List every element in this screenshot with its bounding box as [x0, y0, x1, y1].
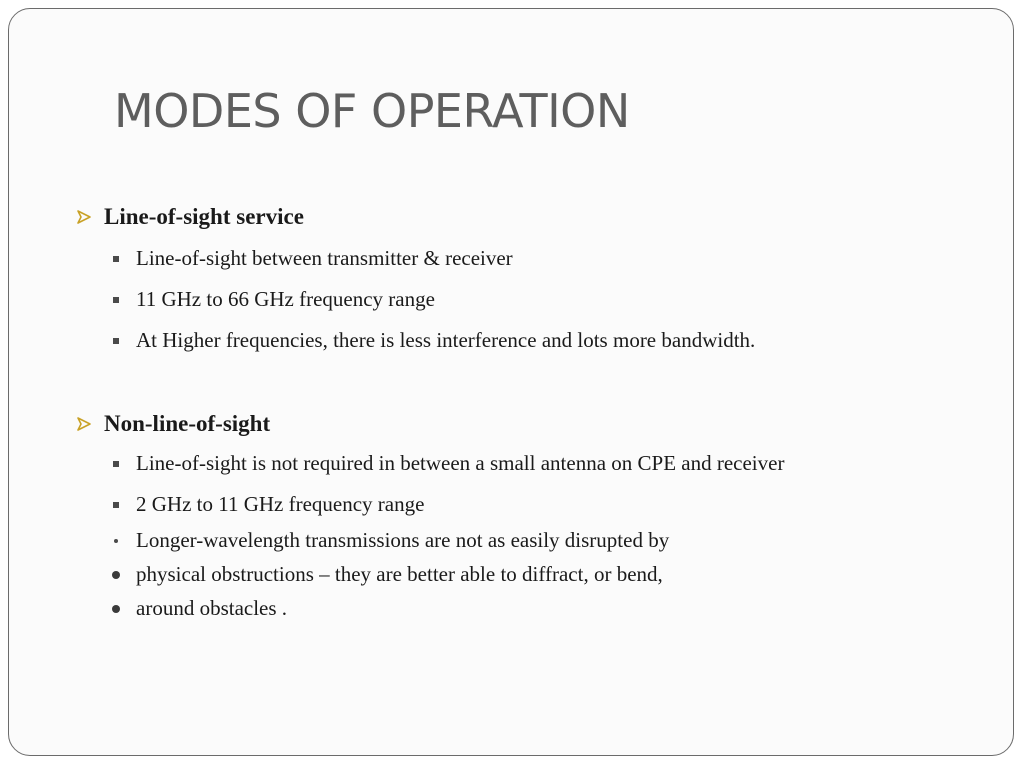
- square-bullet-icon: [113, 461, 119, 467]
- square-bullet-icon: [113, 297, 119, 303]
- list-item-text: At Higher frequencies, there is less interference and lots more bandwidth.: [136, 328, 756, 352]
- list-item-text: physical obstructions – they are better able to diffract, or bend,: [136, 562, 663, 586]
- list-item-text: Line-of-sight is not required in between a small antenna on CPE and receiver: [136, 451, 785, 475]
- list-item-text: around obstacles .: [136, 596, 288, 620]
- dot-bullet-icon: [112, 571, 120, 579]
- list-item-text: Longer-wavelength transmissions are not as easily disrupted by: [136, 528, 670, 552]
- section-heading-text: Non-line-of-sight: [104, 411, 271, 436]
- slide-title: MODES OF OPERATION: [114, 84, 630, 138]
- square-bullet-icon: [113, 256, 119, 262]
- section-heading-text: Line-of-sight service: [104, 204, 304, 229]
- square-bullet-icon: [113, 338, 119, 344]
- dot-bullet-icon: [112, 605, 120, 613]
- square-bullet-icon: [113, 502, 119, 508]
- list-item-text: Line-of-sight between transmitter & receiver: [136, 246, 513, 270]
- arrow-bullet-icon: [76, 209, 92, 225]
- dot-bullet-icon: [114, 539, 118, 543]
- arrow-bullet-icon: [76, 416, 92, 432]
- list-item-text: 11 GHz to 66 GHz frequency range: [136, 287, 435, 311]
- list-item-text: 2 GHz to 11 GHz frequency range: [136, 492, 425, 516]
